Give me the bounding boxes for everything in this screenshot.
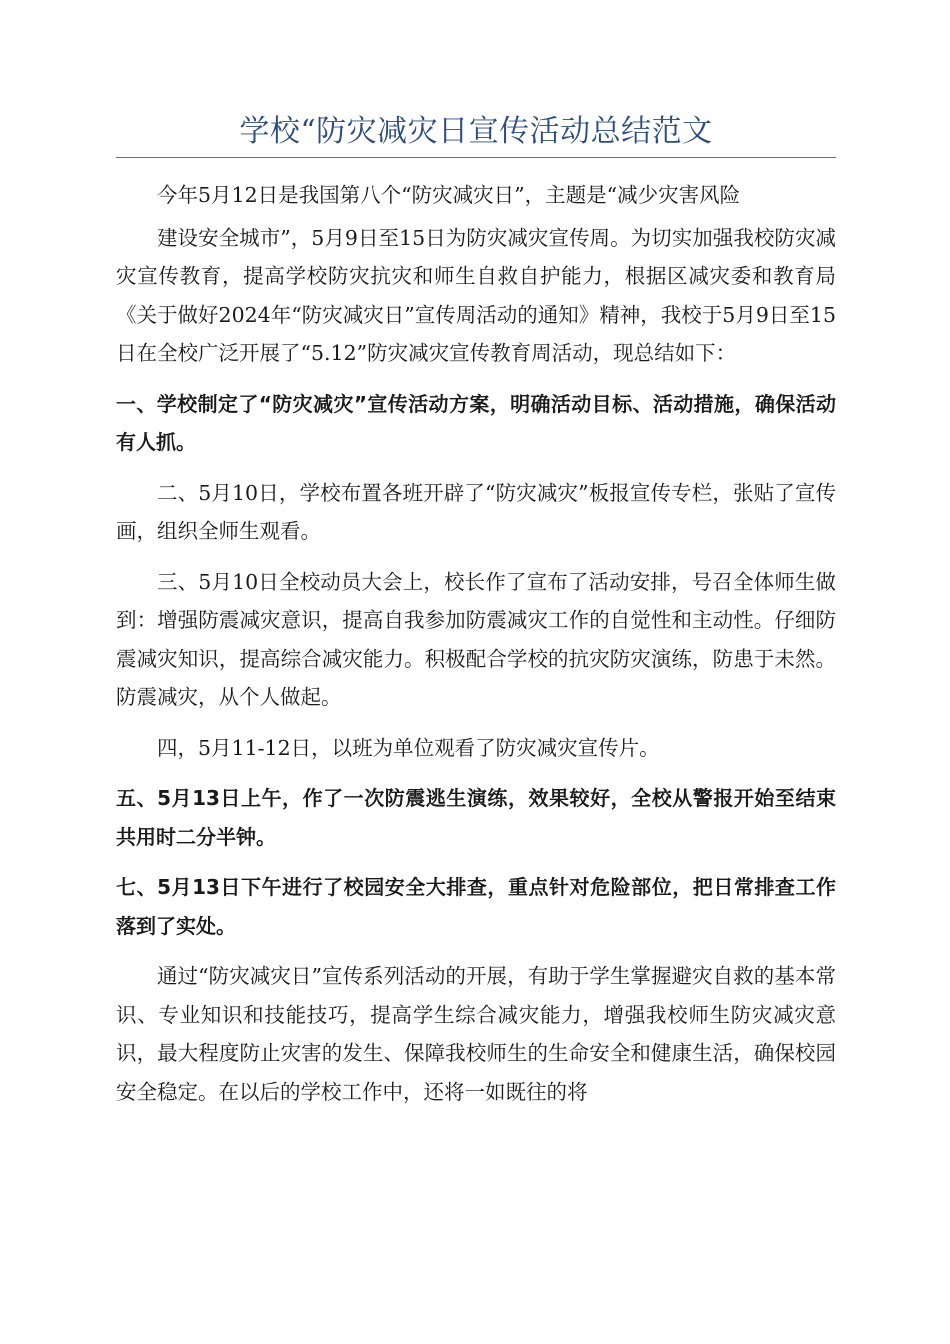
- paragraph-item-2: 二、5月10日，学校布置各班开辟了“防灾减灾”板报宣传专栏，张贴了宣传画，组织全师生观看。: [116, 480, 836, 543]
- paragraph-item-5: 五、5月13日上午，作了一次防震逃生演练，效果较好，全校从警报开始至结束共用时二分半钟。: [116, 786, 836, 849]
- paragraph-conclusion: 通过“防灾减灾日”宣传系列活动的开展，有助于学生掌握避灾自救的基本常识、专业知识和技能技巧，提高学生综合减灾能力，增强我校师生防灾减灾意识，最大程度防止灾害的发生、保障我校师生的生命安全和健康生活，确保校园安全稳定。在以后的学校工作中，还将一如既往的将: [116, 964, 836, 1104]
- paragraph-intro-1: 今年5月12日是我国第八个“防灾减灾日”，主题是“减少灾害风险: [157, 183, 741, 207]
- paragraph-intro-2: 建设安全城市”，5月9日至15日为防灾减灾宣传周。为切实加强我校防灾减灾宣传教育，提高学校防灾抗灾和师生自救自护能力，根据区减灾委和教育局《关于做好2024年“防灾减灾日”宣传周活动的通知》精神，我校于5月9日至15日在全校广泛开展了“5.12”防灾减灾宣传教育周活动，现总结如下：: [116, 225, 836, 365]
- paragraph-item-7: 七、5月13日下午进行了校园安全大排查，重点针对危险部位，把日常排查工作落到了实处。: [116, 875, 836, 938]
- paragraph-item-1: 一、学校制定了“防灾减灾”宣传活动方案，明确活动目标、活动措施，确保活动有人抓。: [116, 391, 836, 454]
- document-page: [116, 110, 836, 1123]
- document-title: 学校“防灾减灾日宣传活动总结范文: [116, 110, 836, 158]
- paragraph-item-4: 四，5月11-12日，以班为单位观看了防灾减灾宣传片。: [157, 735, 660, 760]
- paragraph-item-3: 三、5月10日全校动员大会上，校长作了宣布了活动安排，号召全体师生做到：增强防震减灾意识，提高自我参加防震减灾工作的自觉性和主动性。仔细防震减灾知识，提高综合减灾能力。积极配合学校的抗灾防灾演练，防患于未然。防震减灾，从个人做起。: [116, 569, 836, 709]
